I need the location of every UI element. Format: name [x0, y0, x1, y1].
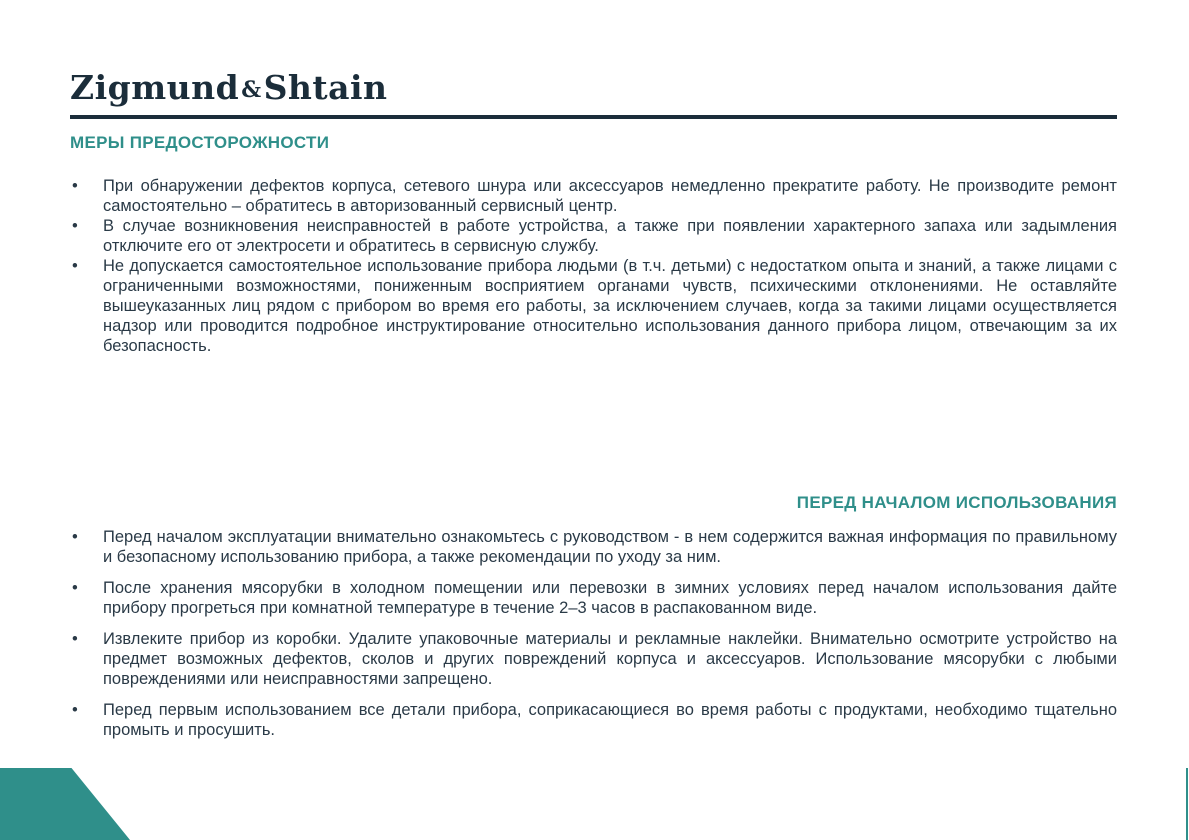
list-item: • Перед первым использованием все детали прибора, соприкасающиеся во время работы с продуктами, необходимо тщательно промыть и просушить.	[70, 700, 1117, 740]
list-item: • Извлеките прибор из коробки. Удалите упаковочные материалы и рекламные наклейки. Внимательно осмотрите устройство на предмет возможных дефектов, сколов и других повреждений корпуса и аксессуаров. Использование мясорубки с любыми повреждениями или неисправностями запрещено.	[70, 629, 1117, 689]
list-item: • Перед началом эксплуатации внимательно ознакомьтесь с руководством - в нем содержится важная информация по правильному и безопасному использованию прибора, а также рекомендации по уходу за ним.	[70, 527, 1117, 567]
brand-logo	[70, 68, 388, 107]
brand-name-right: Shtain	[263, 68, 388, 107]
before-use-section-title: ПЕРЕД НАЧАЛОМ ИСПОЛЬЗОВАНИЯ	[796, 493, 1117, 512]
corner-decoration	[0, 768, 130, 840]
list-item: • В случае возникновения неисправностей в работе устройства, а также при появлении характерного запаха или задымления отключите его от электросети и обратитесь в сервисную службу.	[70, 216, 1117, 256]
safety-section-title: МЕРЫ ПРЕДОСТОРОЖНОСТИ	[70, 133, 330, 152]
header-divider	[70, 115, 1117, 119]
before-use-list	[70, 527, 1117, 751]
brand-ampersand: &	[241, 77, 262, 103]
list-item: • При обнаружении дефектов корпуса, сетевого шнура или аксессуаров немедленно прекратите работу. Не производите ремонт самостоятельно – обратитесь в авторизованный сервисный центр.	[70, 176, 1117, 216]
list-item: • Не допускается самостоятельное использование прибора людьми (в т.ч. детьми) с недостатком опыта и знаний, а также лицами с ограниченными возможностями, пониженным восприятием органами чувств, психическими отклонениями. Не оставляйте вышеуказанных лиц рядом с прибором во время его работы, за исключением случаев, когда за такими лицами осуществляется надзор или проводится подробное инструктирование относительно использования данного прибора лицом, отвечающим за их безопасность.	[70, 256, 1117, 356]
safety-list	[70, 176, 1117, 356]
brand-name-left: Zigmund	[70, 68, 240, 107]
list-item: • После хранения мясорубки в холодном помещении или перевозки в зимних условиях перед началом использования дайте прибору прогреться при комнатной температуре в течение 2–3 часов в распакованном виде.	[70, 578, 1117, 618]
edge-decoration	[1186, 768, 1188, 840]
